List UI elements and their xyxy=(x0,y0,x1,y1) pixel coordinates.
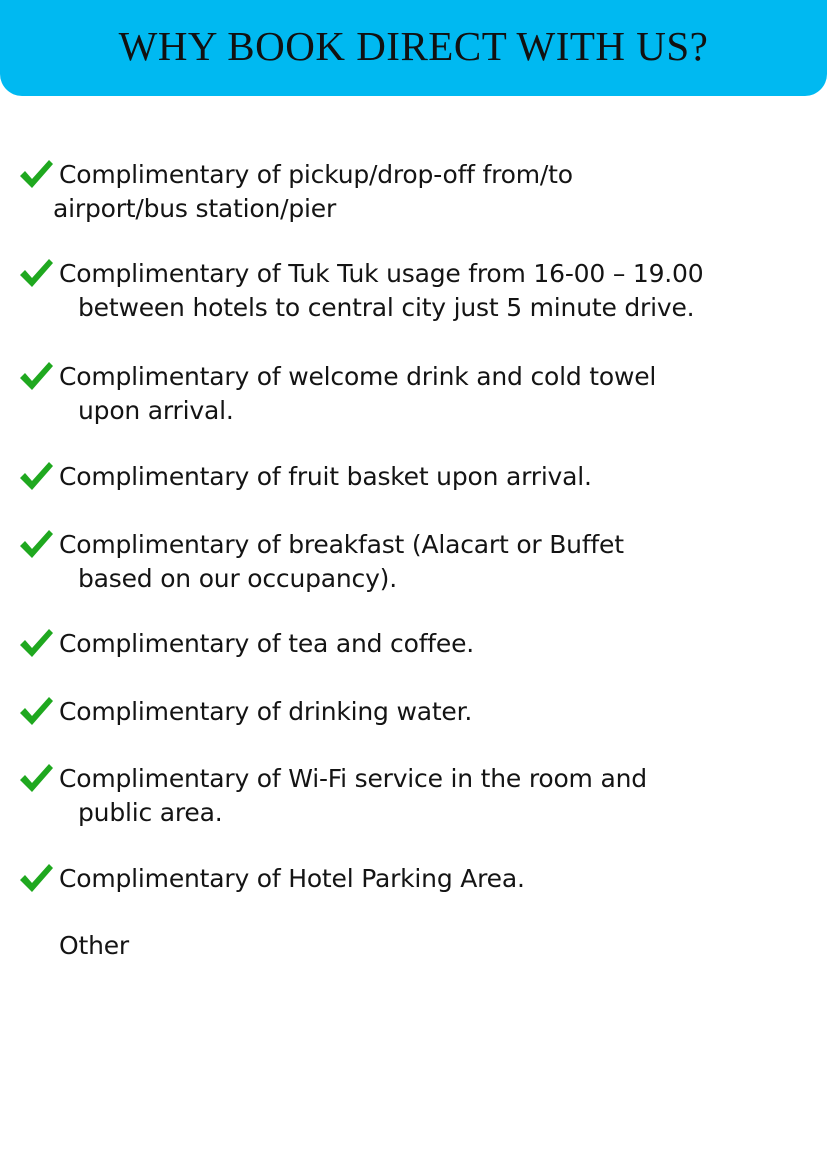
item-text-continued: based on our occupancy). xyxy=(78,564,397,593)
checkmark-icon xyxy=(18,627,54,659)
item-text: Complimentary of pickup/drop-off from/to xyxy=(59,160,573,189)
item-text: Complimentary of Hotel Parking Area. xyxy=(59,864,525,893)
item-text: Complimentary of fruit basket upon arrival. xyxy=(59,462,592,491)
item-text-continued: airport/bus station/pier xyxy=(53,194,337,223)
checkmark-icon xyxy=(18,360,54,392)
item-text-continued: upon arrival. xyxy=(78,396,234,425)
checkmark-icon xyxy=(18,158,54,190)
item-text: Complimentary of tea and coffee. xyxy=(59,629,475,658)
checkmark-icon xyxy=(18,257,54,289)
checkmark-icon xyxy=(18,528,54,560)
item-text: Complimentary of Wi-Fi service in the room and xyxy=(59,764,647,793)
page-title: WHY BOOK DIRECT WITH US? xyxy=(118,23,709,69)
item-text: Complimentary of drinking water. xyxy=(59,697,473,726)
checkmark-icon xyxy=(18,862,54,894)
item-text: Complimentary of welcome drink and cold towel xyxy=(59,362,657,391)
other-label: Other xyxy=(59,931,129,960)
item-text: Complimentary of breakfast (Alacart or Buffet xyxy=(59,530,624,559)
item-text-continued: public area. xyxy=(78,798,223,827)
checkmark-icon xyxy=(18,762,54,794)
item-text-continued: between hotels to central city just 5 minute drive. xyxy=(78,293,695,322)
checkmark-icon xyxy=(18,695,54,727)
item-text: Complimentary of Tuk Tuk usage from 16-00 – 19.00 xyxy=(59,259,704,288)
checkmark-icon xyxy=(18,460,54,492)
